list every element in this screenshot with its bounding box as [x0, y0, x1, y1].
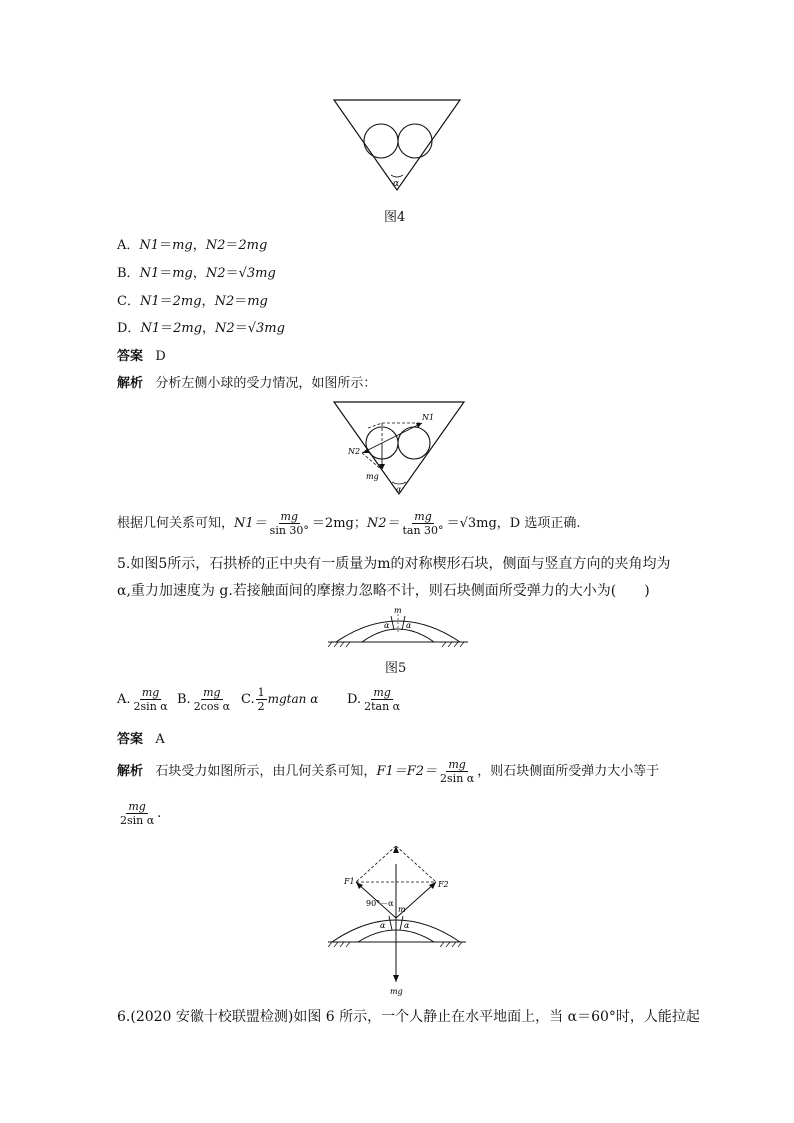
answer-label: 答案: [117, 349, 144, 364]
alpha-right-label-2: α: [404, 921, 410, 930]
figure-5-arch-bridge: [326, 604, 470, 650]
alpha-left-label: α: [384, 621, 390, 630]
option-c-q4: C．N1＝2mg，N2＝mg: [117, 294, 268, 309]
analysis-q4: [117, 372, 376, 391]
mg-label: mg: [366, 472, 379, 481]
n1-label: N1: [422, 413, 435, 422]
figure-5-force-diagram: [326, 842, 470, 998]
figure-5-caption: 图5: [385, 661, 407, 676]
answer-q5: 答案 A: [117, 732, 165, 747]
alpha-right-label: α: [406, 621, 412, 630]
option-b-q4: B．N1＝mg，N2＝√3mg: [117, 266, 276, 281]
option-a-q4: A．N1＝mg，N2＝2mg: [117, 238, 268, 253]
option-d-q5: D. $\frac{mg}{\text{2tan α}}$: [347, 686, 401, 713]
n1-symbol: N1: [139, 238, 160, 253]
option-c-q5: C. $\frac{1}{2}$ mgtan α: [241, 686, 319, 713]
analysis-q5-final: $\frac{mg}{\text{2sin α}}$ .: [120, 800, 162, 827]
option-d-q4: D．N1＝2mg，N2＝√3mg: [117, 321, 285, 336]
fraction-mg-sin30: $\frac{mg}{\sin 30^\circ}$: [269, 510, 309, 537]
conclusion-q4: 根据几何关系可知，N1＝ $\frac{mg}{\sin 30^\circ}$ ＝2mg；N2＝ $\frac{mg}{\tan 30^\circ}$ ＝√3mg，D 选项正确.: [117, 510, 581, 537]
option-b-q5: B. $\frac{mg}{\text{2cos α}}$: [177, 686, 231, 713]
question-6-line-1: 6.(2020 安徽十校联盟检测)如图 6 所示，一个人静止在水平地面上，当 α＝60°时，人能拉起: [117, 1009, 700, 1025]
figure-4-force-diagram: [332, 398, 466, 498]
question-5-line-2: α,重力加速度为 g.若接触面间的摩擦力忽略不计，则石块侧面所受弹力的大小为( ): [117, 583, 650, 599]
mg-label-2: mg: [390, 987, 403, 996]
n2-label: N2: [348, 447, 361, 456]
alpha-label: α: [396, 485, 402, 494]
answer-q4: [117, 345, 166, 364]
f2-label: F2: [438, 880, 449, 889]
analysis-q5: 解析 石块受力如图所示，由几何关系可知，F1＝F2＝ $\frac{mg}{\text{2sin α}}$ ，则石块侧面所受弹力大小等于: [117, 758, 660, 785]
figure-4-alpha-label: α: [393, 179, 400, 189]
analysis-label: 解析: [117, 376, 144, 391]
angle-label: 90°－α: [366, 899, 394, 908]
figure-4-caption: 图4: [384, 210, 406, 225]
analysis-text: 分析左侧小球的受力情况，如图所示：: [155, 376, 377, 391]
question-5-line-1: 5.如图5所示，石拱桥的正中央有一质量为m的对称楔形石块，侧面与竖直方向的夹角均为: [117, 556, 671, 572]
f1-label: F1: [344, 877, 355, 886]
m-label: m: [394, 606, 402, 615]
m-label-2: m: [398, 905, 406, 914]
answer-value: D: [155, 349, 166, 364]
fraction-mg-tan30: $\frac{mg}{\tan 30^\circ}$: [402, 510, 444, 537]
alpha-left-label-2: α: [380, 921, 386, 930]
option-a-q5: A. $\frac{mg}{\text{2sin α}}$: [117, 686, 168, 713]
figure-4-diagram: [330, 96, 464, 196]
